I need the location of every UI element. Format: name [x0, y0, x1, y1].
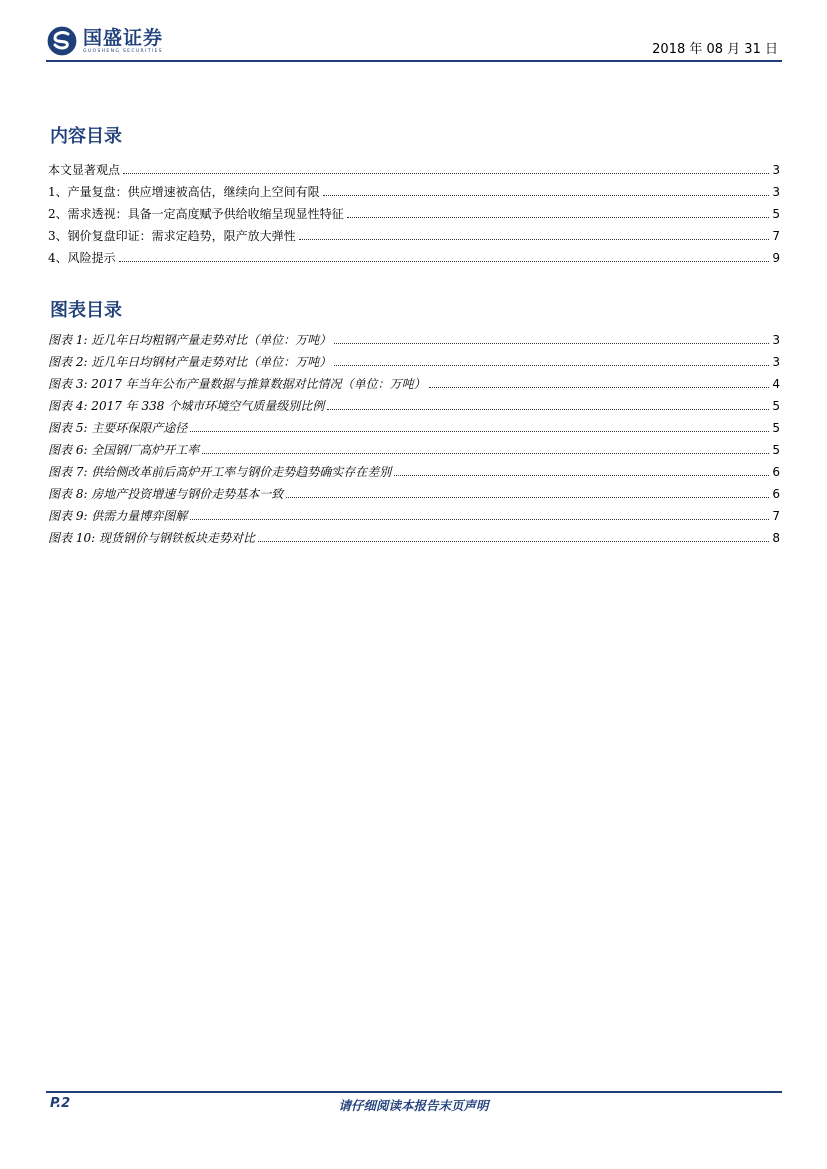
- toc-entry-page: 3: [772, 185, 780, 199]
- logo-subtitle: GUOSHENG SECURITIES: [83, 49, 163, 54]
- toc-entry-label: 本文显著观点: [48, 163, 121, 177]
- figures-entry[interactable]: [48, 524, 780, 546]
- footer-divider: [46, 1091, 782, 1093]
- toc-dot-leader: [323, 195, 770, 196]
- contents-entry[interactable]: [48, 178, 780, 200]
- logo-text: 国盛证券: [83, 27, 164, 49]
- toc-dot-leader: [286, 497, 769, 498]
- toc-dot-leader: [190, 431, 769, 432]
- figures-entry[interactable]: [48, 480, 780, 502]
- contents-entry[interactable]: [48, 222, 780, 244]
- toc-dot-leader: [258, 541, 769, 542]
- figures-entry[interactable]: [48, 348, 780, 370]
- figures-entry[interactable]: [48, 436, 780, 458]
- toc-dot-leader: [394, 475, 769, 476]
- report-date: 2018 年 08 月 31 日: [652, 42, 778, 57]
- figures-entry[interactable]: [48, 370, 780, 392]
- company-logo: [46, 24, 163, 58]
- toc-entry-label: 图表 6: 全国钢厂高炉开工率: [48, 443, 200, 457]
- toc-entry-page: 7: [772, 509, 780, 523]
- toc-entry-label: 图表 8: 房地产投资增速与钢价走势基本一致: [48, 487, 284, 501]
- toc-entry-page: 5: [772, 399, 780, 413]
- toc-entry-page: 5: [772, 207, 780, 221]
- toc-entry-label: 2、需求透视：具备一定高度赋予供给收缩呈现显性特征: [48, 207, 344, 221]
- figures-entry[interactable]: [48, 414, 780, 436]
- toc-entry-page: 4: [772, 377, 780, 391]
- toc-entry-label: 图表 5: 主要环保限产途径: [48, 421, 188, 435]
- toc-entry-page: 8: [772, 531, 780, 545]
- toc-entry-label: 3、钢价复盘印证：需求定趋势，限产放大弹性: [48, 229, 296, 243]
- contents-entry[interactable]: [48, 244, 780, 266]
- toc-entry-label: 图表 9: 供需力量博弈图解: [48, 509, 188, 523]
- toc-entry-page: 5: [772, 443, 780, 457]
- figures-entry[interactable]: [48, 326, 780, 348]
- toc-dot-leader: [347, 217, 770, 218]
- toc-dot-leader: [202, 453, 769, 454]
- toc-entry-page: 3: [772, 163, 780, 177]
- contents-title: 内容目录: [50, 126, 122, 147]
- guosheng-logo-icon: [46, 25, 78, 57]
- toc-dot-leader: [123, 173, 769, 174]
- toc-entry-label: 图表 10: 现货钢价与钢铁板块走势对比: [48, 531, 255, 545]
- figures-entry[interactable]: [48, 392, 780, 414]
- toc-entry-label: 图表 4: 2017 年 338 个城市环境空气质量级别比例: [48, 399, 325, 413]
- toc-dot-leader: [327, 409, 769, 410]
- toc-entry-page: 6: [772, 465, 780, 479]
- contents-entry[interactable]: [48, 156, 780, 178]
- toc-dot-leader: [429, 387, 770, 388]
- toc-entry-page: 7: [772, 229, 780, 243]
- toc-entry-label: 图表 7: 供给侧改革前后高炉开工率与钢价走势趋势确实存在差别: [48, 465, 392, 479]
- header-divider: [46, 60, 782, 62]
- toc-entry-label: 1、产量复盘：供应增速被高估，继续向上空间有限: [48, 185, 320, 199]
- figures-entry[interactable]: [48, 458, 780, 480]
- toc-entry-label: 4、风险提示: [48, 251, 116, 265]
- figures-list: [48, 326, 780, 546]
- figures-title: 图表目录: [50, 300, 122, 321]
- toc-entry-page: 3: [772, 333, 780, 347]
- contents-list: [48, 156, 780, 266]
- toc-entry-label: 图表 3: 2017 年当年公布产量数据与推算数据对比情况（单位：万吨）: [48, 377, 426, 391]
- contents-entry[interactable]: [48, 200, 780, 222]
- page-number: P.2: [50, 1096, 71, 1111]
- footer-disclaimer: 请仔细阅读本报告末页声明: [338, 1098, 489, 1113]
- toc-dot-leader: [190, 519, 769, 520]
- toc-dot-leader: [299, 239, 770, 240]
- toc-dot-leader: [334, 365, 769, 366]
- toc-dot-leader: [334, 343, 769, 344]
- toc-dot-leader: [119, 261, 770, 262]
- toc-entry-page: 6: [772, 487, 780, 501]
- toc-entry-page: 5: [772, 421, 780, 435]
- figures-entry[interactable]: [48, 502, 780, 524]
- toc-entry-label: 图表 2: 近几年日均钢材产量走势对比（单位：万吨）: [48, 355, 332, 369]
- toc-entry-label: 图表 1: 近几年日均粗钢产量走势对比（单位：万吨）: [48, 333, 332, 347]
- toc-entry-page: 9: [772, 251, 780, 265]
- toc-entry-page: 3: [772, 355, 780, 369]
- page-header: [46, 22, 782, 64]
